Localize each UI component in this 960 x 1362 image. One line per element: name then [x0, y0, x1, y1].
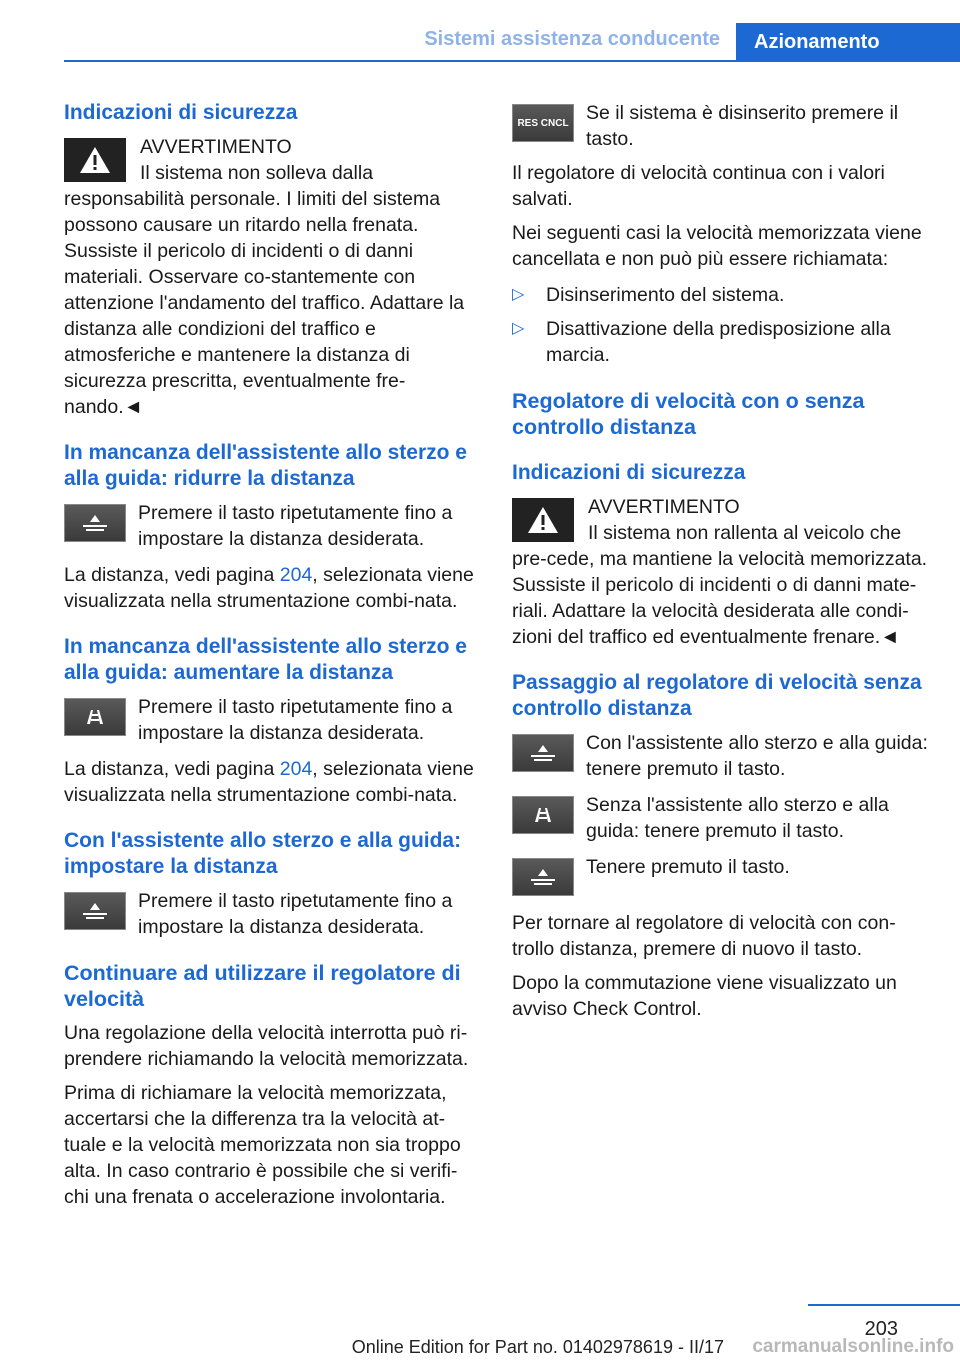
watermark: carmanualsonline.info [752, 1336, 954, 1357]
bullet-triangle-icon: ▷ [512, 286, 525, 303]
header-tab-label: Azionamento [754, 31, 880, 53]
increase-instruction: Premere il tasto ripetutamente fino a impostare la distanza desiderata. [138, 696, 453, 744]
switch-hold-step [512, 854, 932, 900]
reduce-distance-note [64, 562, 478, 614]
cases-list [512, 282, 932, 368]
switch-without-assist-step [512, 792, 932, 844]
right-column [512, 100, 932, 1022]
reduce-distance-post: , selezionata viene visualizzata nella strumentazione combi-nata. [64, 564, 474, 612]
continue-paragraph-1: Una regolazione della velocità interrotta può ri-prendere richiamando la velocità memorizzata. [64, 1022, 469, 1070]
cases-intro-paragraph: Nei seguenti casi la velocità memorizzata viene cancellata e non può più essere richiamata: [512, 222, 922, 270]
with-assist-step [64, 888, 478, 940]
switch-without-assist-text: Senza l'assistente allo sterzo e alla guida: tenere premuto il tasto. [586, 794, 889, 842]
warning-title: AVVERTIMENTO [140, 136, 292, 158]
increase-step [64, 694, 478, 746]
increase-distance-pre: La distanza, vedi pagina [64, 758, 280, 780]
bullet-triangle-icon: ▷ [512, 320, 525, 337]
res-instruction: Se il sistema è disinserito premere il tasto. [586, 102, 899, 150]
after-switch-paragraph: Dopo la commutazione viene visualizzato un avviso Check Control. [512, 972, 897, 1020]
warning-block [64, 134, 478, 420]
header-rule [64, 60, 960, 62]
left-column [64, 100, 478, 1210]
warning-block-2 [512, 494, 932, 650]
res-cncl-label: RES CNCL [517, 117, 569, 129]
list-item-text: Disinserimento del sistema. [546, 284, 785, 306]
continue-saved-paragraph: Il regolatore di velocità continua con i valori salvati. [512, 162, 885, 210]
with-assist-instruction: Premere il tasto ripetutamente fino a impostare la distanza desiderata. [138, 890, 453, 938]
distance-reduce-button-icon [512, 858, 574, 896]
list-item [512, 316, 932, 368]
warning-triangle-icon [64, 138, 126, 182]
footer-rule [808, 1304, 960, 1306]
reduce-step [64, 500, 478, 552]
distance-reduce-button-icon [512, 734, 574, 772]
heading-switch-regulator: Passaggio al regolatore di velocità senza controllo distanza [512, 671, 922, 720]
heading-safety-2: Indicazioni di sicurezza [512, 461, 746, 484]
increase-distance-note [64, 756, 478, 808]
header-tab-azionamento[interactable] [736, 23, 960, 62]
distance-reduce-button-icon [64, 892, 126, 930]
return-paragraph: Per tornare al regolatore di velocità con con-trollo distanza, premere di nuovo il tasto. [512, 912, 896, 960]
page-number: 203 [864, 1318, 898, 1340]
warning-triangle-icon [512, 498, 574, 542]
list-item [512, 282, 932, 308]
distance-increase-button-icon [512, 796, 574, 834]
switch-hold-text: Tenere premuto il tasto. [586, 856, 790, 878]
heading-safety: Indicazioni di sicurezza [64, 101, 298, 124]
res-step [512, 100, 932, 152]
heading-regulator-distance: Regolatore di velocità con o senza controllo distanza [512, 389, 865, 439]
header-section-title: Sistemi assistenza conducente [424, 28, 720, 50]
heading-continue-regulator: Continuare ad utilizzare il regolatore di velocità [64, 961, 461, 1011]
distance-increase-button-icon [64, 698, 126, 736]
increase-distance-post: , selezionata viene visualizzata nella strumentazione combi-nata. [64, 758, 474, 806]
switch-with-assist-step [512, 730, 932, 782]
warning-text: Il sistema non solleva dalla responsabilità personale. I limiti del sistema possono causare un ritardo nella frenata. Sussiste il pericolo di incidenti o di danni materiali. Osservare co-stantemente con attenzione l'andamento del traffico. Adattare la distanza alle condizioni del traffico e atmosferiche e mantenere la distanza di sicurezza prescritta, eventualmente fre-nando.◄ [64, 162, 465, 418]
footer-edition: Online Edition for Part no. 01402978619 - II/17 [351, 1337, 724, 1357]
page-link-204[interactable]: 204 [279, 758, 313, 780]
heading-reduce-distance: In mancanza dell'assistente allo sterzo e alla guida: ridurre la distanza [64, 441, 467, 490]
list-item-text: Disattivazione della predisposizione alla marcia. [546, 318, 891, 366]
reduce-distance-pre: La distanza, vedi pagina [64, 564, 280, 586]
page-link-204[interactable]: 204 [279, 564, 313, 586]
warning-text: Il sistema non rallenta al veicolo che pre-cede, ma mantiene la velocità memorizzata. Sussiste il pericolo di incidenti o di danni mate-riali. Adattare la velocità desiderata alle condi-zioni del traffico ed eventualmente frenare.◄ [512, 522, 928, 648]
res-cncl-button-icon [512, 104, 574, 142]
warning-title: AVVERTIMENTO [588, 496, 740, 518]
distance-reduce-button-icon [64, 504, 126, 542]
switch-with-assist-text: Con l'assistente allo sterzo e alla guida: tenere premuto il tasto. [586, 732, 928, 780]
heading-with-assist-distance: Con l'assistente allo sterzo e alla guida: impostare la distanza [64, 829, 462, 878]
heading-increase-distance: In mancanza dell'assistente allo sterzo e alla guida: aumentare la distanza [64, 635, 467, 684]
continue-paragraph-2: Prima di richiamare la velocità memorizzata, accertarsi che la differenza tra la velocità at-tuale e la velocità memorizzata non sia troppo alta. In caso contrario è possibile che si verifi-chi una frenata o accelerazione involontaria. [64, 1082, 461, 1208]
reduce-instruction: Premere il tasto ripetutamente fino a impostare la distanza desiderata. [138, 502, 453, 550]
